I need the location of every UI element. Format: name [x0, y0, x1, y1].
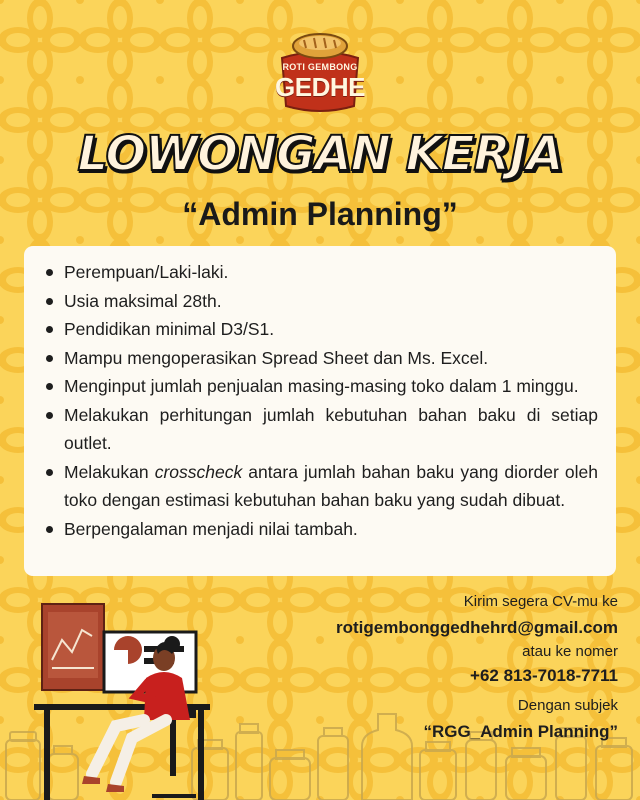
brand-logo — [274, 24, 366, 116]
requirement-text: Mampu mengoperasikan Spread Sheet dan Ms. Excel. — [64, 347, 489, 368]
requirement-emphasis: crosscheck — [154, 461, 243, 482]
requirement-item — [64, 515, 598, 544]
page-title: LOWONGAN KERJA — [77, 126, 563, 182]
contact-phone[interactable]: +62 813-7018-7711 — [470, 666, 618, 685]
requirement-text: Melakukan perhitungan jumlah kebutuhan bahan baku di setiap outlet. — [64, 404, 598, 453]
contact-info — [288, 592, 618, 744]
requirement-item — [64, 401, 598, 458]
requirement-text: Pendidikan minimal D3/S1. — [64, 319, 275, 339]
job-position-title: “Admin Planning” — [182, 196, 458, 232]
email-subject: “RGG_Admin Planning” — [423, 722, 618, 741]
requirement-text: Usia maksimal 28th. — [64, 290, 222, 311]
requirements-list — [64, 258, 598, 543]
requirement-text: Menginput jumlah penjualan masing-masing toko dalam 1 minggu. — [64, 376, 579, 396]
requirement-text: Melakukan — [64, 461, 155, 482]
logo-text-top: ROTI GEMBONG — [282, 62, 358, 72]
requirement-item — [64, 258, 598, 287]
worker-at-desk-illustration — [20, 596, 220, 800]
contact-or-text: atau ke nomer — [522, 643, 618, 660]
requirement-item — [64, 458, 598, 515]
contact-email[interactable]: rotigembonggedhehrd@gmail.com — [336, 618, 618, 637]
requirement-text: Perempuan/Laki-laki. — [64, 262, 229, 282]
logo-text-bottom: GEDHE — [275, 72, 365, 102]
requirements-card — [24, 246, 616, 576]
requirement-item — [64, 344, 598, 373]
requirement-item — [64, 372, 598, 401]
contact-lead-text: Kirim segera CV-mu ke — [463, 593, 618, 610]
requirement-item — [64, 287, 598, 316]
subject-lead-text: Dengan subjek — [517, 697, 618, 714]
requirement-item — [64, 315, 598, 344]
requirement-text-cont: antara jumlah bahan baku yang diorder oleh toko dengan estimasi kebutuhan bahan baku yang sudah dibuat. — [64, 461, 598, 510]
requirement-text: Berpengalaman menjadi nilai tambah. — [64, 518, 358, 539]
